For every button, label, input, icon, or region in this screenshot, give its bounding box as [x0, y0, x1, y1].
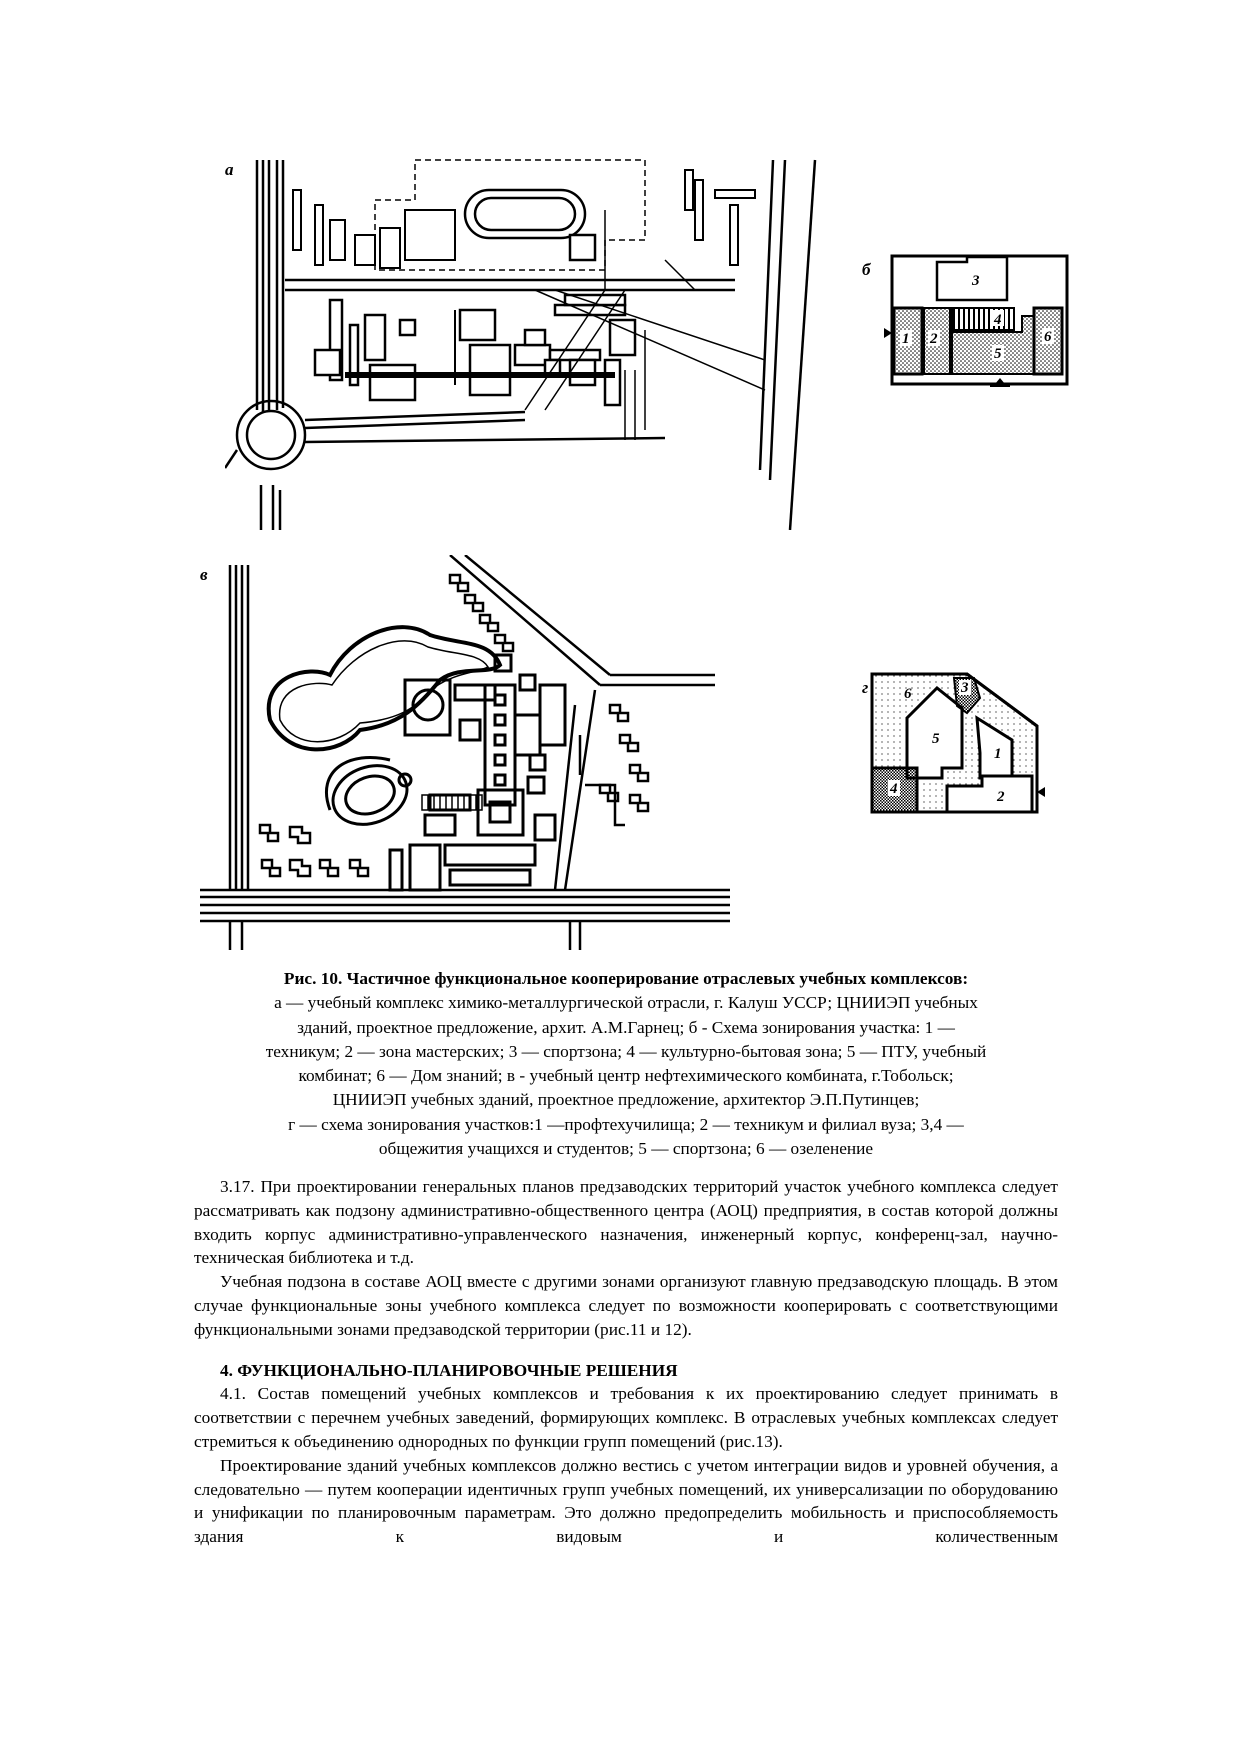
figure-panel-v — [200, 555, 730, 950]
caption-line-5: ЦНИИЭП учебных зданий, проектное предложение, архитектор Э.П.Путинцев; — [332, 1090, 920, 1110]
caption-line-6: г — схема зонирования участков:1 —профтехучилища; 2 — техникум и филиал вуза; 3,4 — — [288, 1114, 964, 1134]
caption-line-3: техникум; 2 — зона мастерских; 3 — спортзона; 4 — культурно-бытовая зона; 5 — ПТУ, учебный — [265, 1041, 987, 1061]
caption-line-1: а — учебный комплекс химико-металлургической отрасли, г. Калуш УССР; ЦНИИЭП учебных — [274, 993, 978, 1013]
caption-line-2: зданий, проектное предложение, архит. А.М.Гарнец; б - Схема зонирования участка: 1 — — [297, 1017, 955, 1037]
panel-label-g: г — [862, 678, 869, 697]
figure-panel-b — [862, 250, 1072, 400]
caption-line-7: общежития учащихся и студентов; 5 — спортзона; 6 — озеленение — [378, 1139, 874, 1159]
zone-number-b5: 5 — [994, 346, 1002, 362]
paragraph-4-1: 4.1. Состав помещений учебных комплексов и требования к их проектированию следует принимать в соответствии с перечнем учебных заведений, формирующих комплекс. В отраслевых учебных комплексах следует стремиться к объединению однородных по функции групп помещений (рис.13). — [194, 1384, 1058, 1451]
zone-number-b6: 6 — [1044, 329, 1052, 345]
figure-panel-a — [225, 150, 835, 530]
zone-number-b3: 3 — [972, 273, 980, 289]
zone-number-g5: 5 — [932, 731, 940, 747]
panel-label-v: в — [200, 565, 208, 584]
zone-number-b2: 2 — [930, 331, 938, 347]
figure-caption — [188, 967, 1064, 1161]
body-text — [194, 1175, 1058, 1549]
zone-number-b4: 4 — [994, 312, 1002, 328]
zone-number-g4: 4 — [890, 781, 898, 797]
panel-label-b: б — [862, 260, 871, 279]
zone-number-b1: 1 — [902, 331, 910, 347]
zone-number-g2: 2 — [997, 789, 1005, 805]
paragraph-study-subzone: Учебная подзона в составе АОЦ вместе с другими зонами организуют главную предзаводскую площадь. В этом случае функциональные зоны учебного комплекса следует по возможности кооперировать с соответствующими функциональными зонами предзаводской территории (рис.11 и 12). — [194, 1272, 1058, 1339]
zone-number-g6: 6 — [904, 686, 912, 702]
zone-number-g3: 3 — [961, 680, 969, 696]
paragraph-3-17: 3.17. При проектировании генеральных планов предзаводских территорий участок учебного комплекса следует рассматривать как подзону административно-общественного центра (АОЦ) предприятия, в состав которой должны входить корпус административно-управленческого назначения, инженерный корпус, конференц-зал, научно-техническая библиотека и т.д. — [194, 1177, 1058, 1268]
panel-label-a: а — [225, 160, 234, 179]
figure-panel-g — [862, 668, 1072, 828]
section-heading: 4. ФУНКЦИОНАЛЬНО-ПЛАНИРОВОЧНЫЕ РЕШЕНИЯ — [220, 1360, 678, 1380]
caption-line-4: комбинат; 6 — Дом знаний; в - учебный центр нефтехимического комбината, г.Тобольск; — [298, 1066, 954, 1086]
zone-number-g1: 1 — [994, 746, 1002, 762]
paragraph-design: Проектирование зданий учебных комплексов должно вестись с учетом интеграции видов и уровней обучения, а следовательно — путем кооперации идентичных групп учебных помещений, их универсализации по оборудованию и унификации по планировочным параметрам. Это должно предопределить мобильность и приспособляемость здания к видовым и количественным — [194, 1455, 1058, 1547]
caption-title: Рис. 10. Частичное функциональное кооперирование отраслевых учебных комплексов: — [283, 969, 969, 988]
